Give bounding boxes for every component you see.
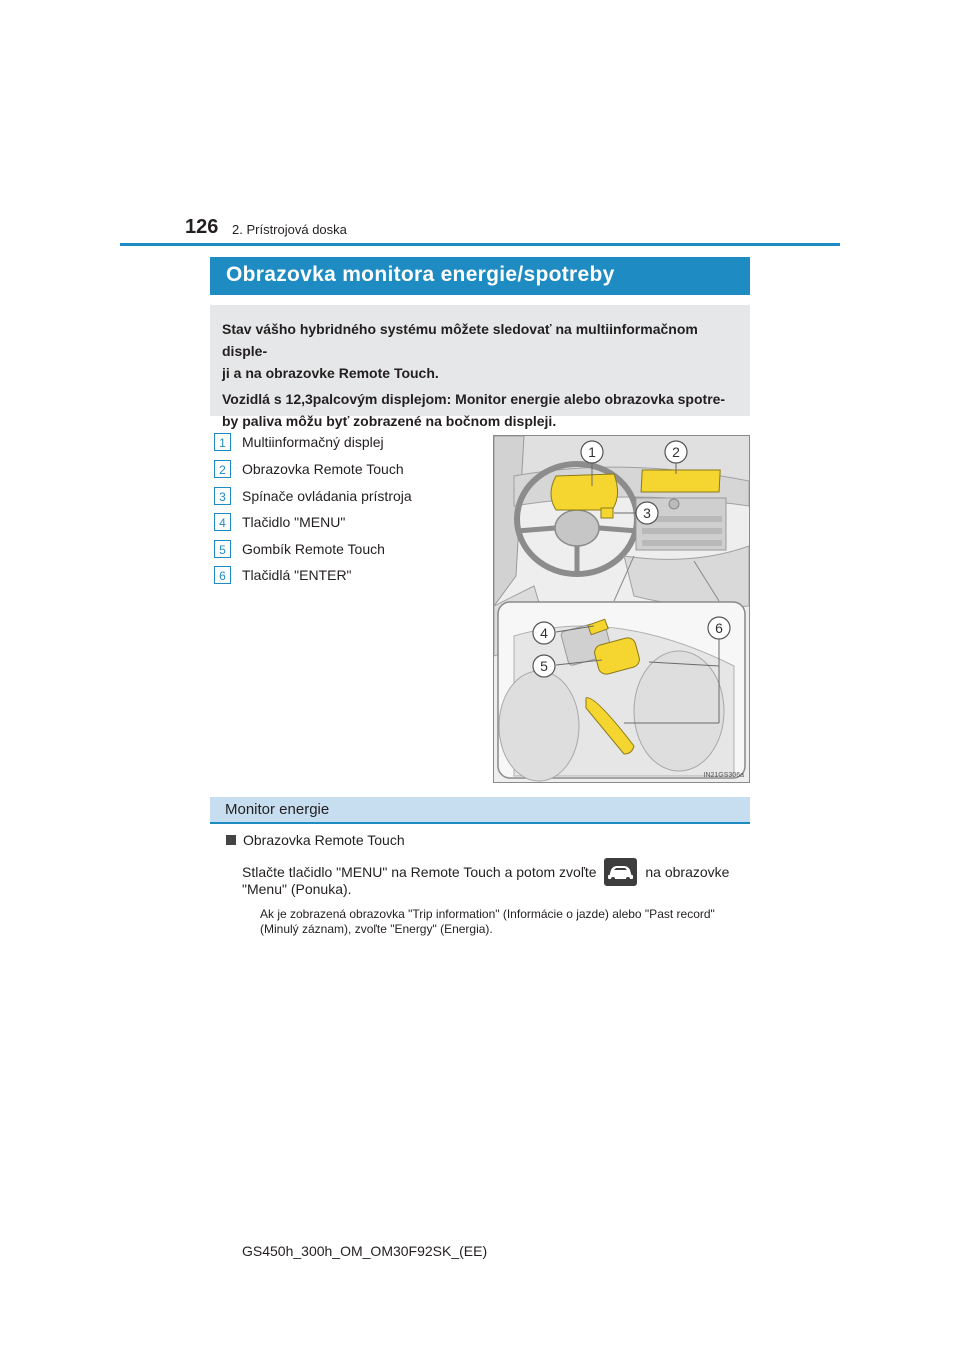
intro-paragraph-1-line-1: Stav vášho hybridného systému môžete sledovať na multiinformačnom disple- (222, 321, 698, 359)
legend-number-3: 3 (214, 487, 231, 505)
legend-item-4 (214, 513, 474, 535)
body-line-1-end: na obrazovke (645, 864, 730, 880)
header-rule (120, 243, 840, 246)
callout-5 (533, 655, 555, 677)
legend-item-5 (214, 540, 474, 562)
body-line-2: "Menu" (Ponuka). (242, 881, 352, 897)
legend-item-6 (214, 566, 474, 588)
legend-number-2: 2 (214, 460, 231, 478)
chapter-title: 2. Prístrojová doska (232, 222, 347, 237)
callout-1-label: 1 (588, 444, 596, 460)
legend-item-3 (214, 487, 474, 509)
legend-label-2: Obrazovka Remote Touch (242, 461, 404, 477)
subsection-bar (210, 797, 750, 824)
legend-number-4: 4 (214, 513, 231, 531)
dashboard-illustration (494, 436, 749, 782)
legend-label-4: Tlačidlo "MENU" (242, 514, 346, 530)
intro-paragraph-2 (222, 388, 738, 432)
legend-item-1 (214, 433, 474, 455)
subsection-title: Monitor energie (225, 801, 330, 818)
car-icon (604, 858, 637, 886)
callout-6-label: 6 (715, 620, 723, 636)
callout-3-label: 3 (643, 505, 651, 521)
figure-code: IN21GS306a (703, 772, 744, 779)
legend-label-6: Tlačidlá "ENTER" (242, 567, 352, 583)
intro-paragraph-2-line-1: Vozidlá s 12,3palcovým displejom: Monitor energie alebo obrazovka spotre- (222, 391, 726, 407)
legend-number-6: 6 (214, 566, 231, 584)
bullet-heading (226, 832, 405, 848)
intro-paragraph-1 (222, 318, 738, 384)
callout-3 (636, 502, 658, 524)
intro-box (210, 305, 750, 429)
section-title-bar (210, 257, 750, 295)
intro-paragraph-1-line-2: ji a na obrazovke Remote Touch. (222, 365, 439, 381)
callout-5-label: 5 (540, 658, 548, 674)
note-text: Ak je zobrazená obrazovka "Trip information" (Informácie o jazde) alebo "Past record" (Minulý záznam), zvoľte "Energy" (Energia). (260, 907, 715, 936)
square-bullet-icon (226, 835, 236, 845)
body-line-1-start: Stlačte tlačidlo "MENU" na Remote Touch a potom zvoľte (242, 864, 597, 880)
legend-number-1: 1 (214, 433, 231, 451)
dashboard-figure (493, 435, 750, 783)
legend-label-5: Gombík Remote Touch (242, 541, 385, 557)
legend-item-2 (214, 460, 474, 482)
footer-code: GS450h_300h_OM_OM30F92SK_(EE) (242, 1243, 488, 1259)
intro-paragraph-2-line-2: by paliva môžu byť zobrazené na bočnom displeji. (222, 413, 557, 429)
page-number: 126 (185, 216, 219, 238)
callout-2 (665, 441, 687, 463)
callout-4-label: 4 (540, 625, 548, 641)
legend-label-1: Multiinformačný displej (242, 434, 384, 450)
legend-label-3: Spínače ovládania prístroja (242, 488, 412, 504)
callout-1 (581, 441, 603, 463)
callout-2-label: 2 (672, 444, 680, 460)
bullet-heading-text: Obrazovka Remote Touch (243, 832, 405, 848)
callout-4 (533, 622, 555, 644)
callout-6 (708, 617, 730, 639)
legend-number-5: 5 (214, 540, 231, 558)
section-title: Obrazovka monitora energie/spotreby (226, 263, 615, 286)
